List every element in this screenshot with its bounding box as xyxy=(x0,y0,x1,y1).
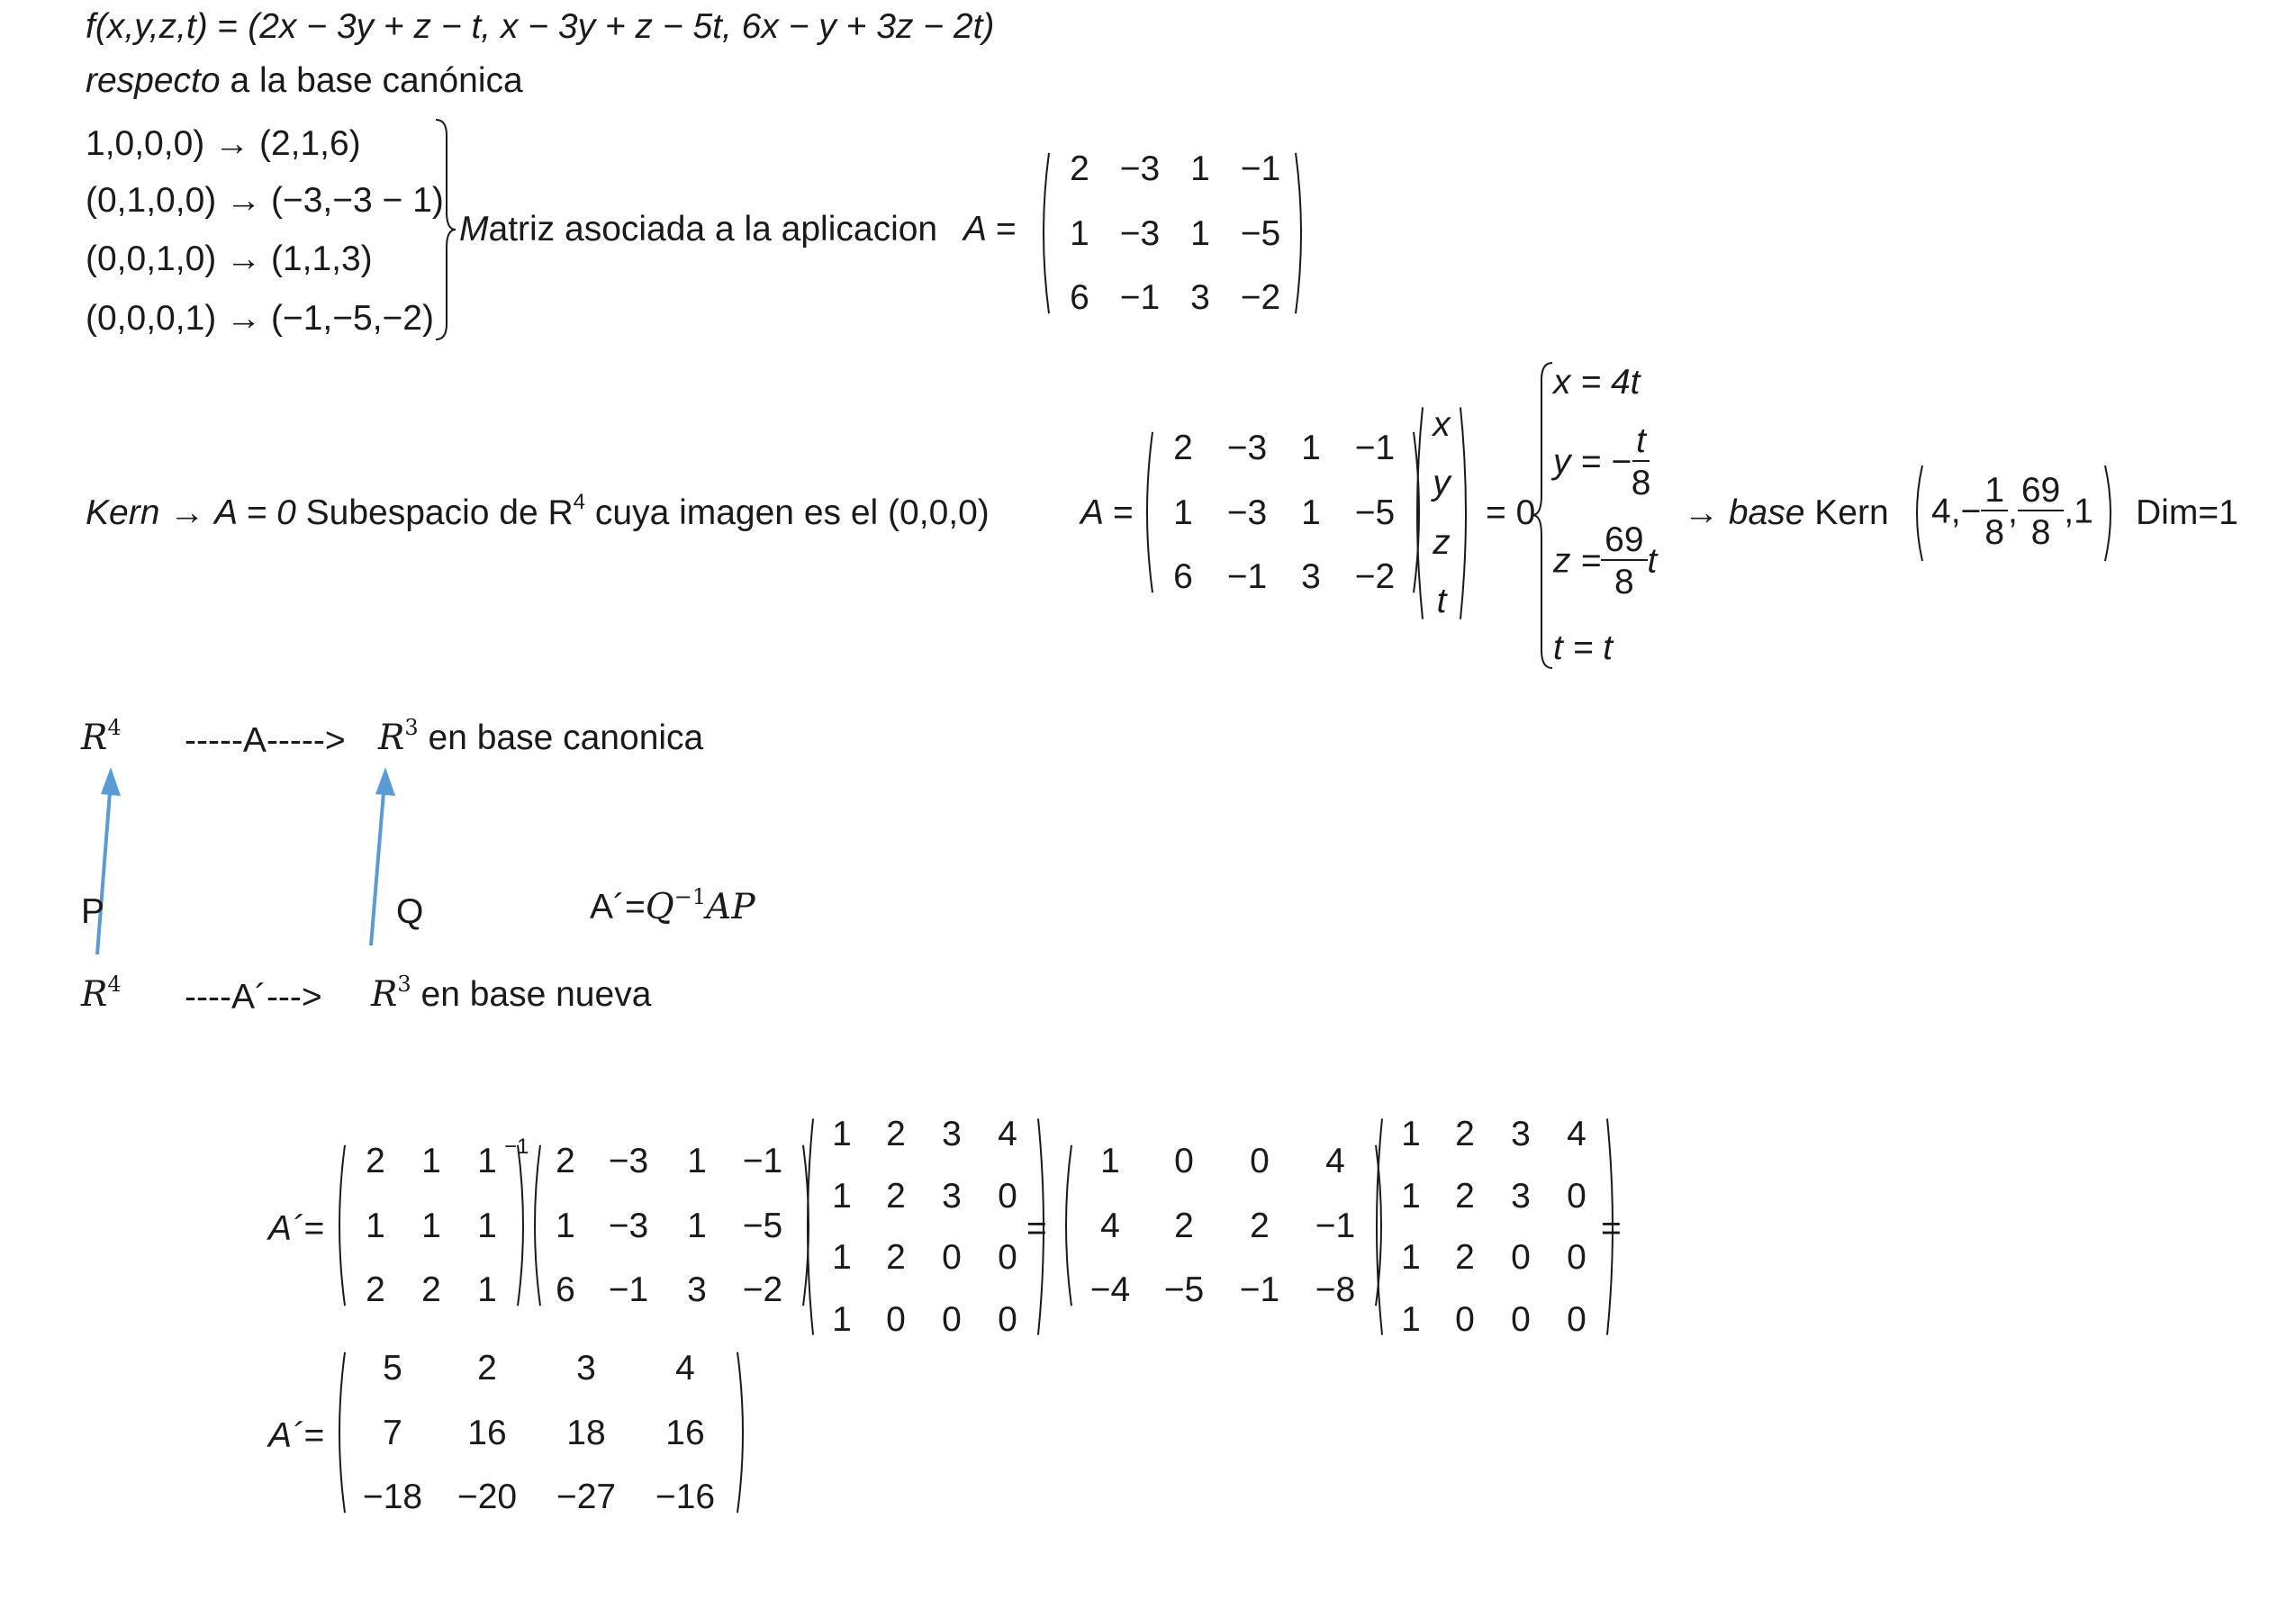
matrix-cell: 1 xyxy=(1301,429,1321,467)
matrix-cell: 1 xyxy=(477,1142,497,1180)
function-eq: = xyxy=(217,7,239,46)
r4-top: R xyxy=(81,718,108,758)
diagram-map-top: -----A-----> xyxy=(185,721,346,760)
matrix-cell: −1 xyxy=(1354,429,1396,467)
left-paren-icon xyxy=(527,1144,543,1307)
matrix-cell: 0 xyxy=(942,1299,962,1339)
matrix-p-cells xyxy=(816,1116,1035,1337)
mapping-from: 1,0,0,0) xyxy=(86,124,205,163)
left-paren-icon xyxy=(1909,464,1925,563)
matrix-cell: −1 xyxy=(742,1142,783,1180)
matrix-cell: 6 xyxy=(1070,278,1089,317)
basis-comma: , xyxy=(2008,492,2018,531)
left-brace-icon xyxy=(1531,360,1554,671)
matrix-cell: −3 xyxy=(1119,213,1161,253)
matrix-cell: 1 xyxy=(1401,1299,1421,1339)
matrix-cell: 1 xyxy=(687,1206,707,1245)
matrix-cell: −3 xyxy=(608,1206,649,1245)
matrix-qinv-a xyxy=(1058,1144,1389,1307)
matrix-cell: −3 xyxy=(1226,493,1268,532)
formula-q: Q xyxy=(645,887,674,927)
system-z xyxy=(1553,522,1657,600)
arrow-icon: → xyxy=(214,124,250,163)
matrix-cell: 2 xyxy=(1173,429,1193,467)
matrix-cell: −1 xyxy=(1240,149,1281,188)
mapping-to: (−3,−3 − 1) xyxy=(270,181,444,220)
kern-matrix-symbol: A = xyxy=(1080,493,1134,532)
matrix-cell: 4 xyxy=(1325,1142,1345,1180)
matrix-cell: −5 xyxy=(1163,1270,1205,1309)
diagram-r3-top xyxy=(378,715,704,758)
product-eq: = xyxy=(1026,1209,1047,1248)
kern-matrix-cells xyxy=(1155,430,1411,594)
matrix-cell: −3 xyxy=(1119,149,1161,188)
matrix-cell: 3 xyxy=(1511,1176,1531,1216)
left-paren-icon xyxy=(1139,430,1155,594)
matrix-cell: 1 xyxy=(477,1206,497,1245)
kern-dimension: Dim=1 xyxy=(2136,493,2238,532)
diagram-formula xyxy=(590,884,755,927)
matrix-cell: 4 xyxy=(1100,1206,1120,1245)
matrix-cell: 1 xyxy=(1401,1238,1421,1278)
basis-line-italic: respecto xyxy=(86,61,221,100)
matrix-cell: −2 xyxy=(742,1270,783,1309)
matrix-cell: 0 xyxy=(1455,1299,1475,1339)
matrix-cell: −5 xyxy=(742,1206,783,1245)
matrix-cell: −16 xyxy=(655,1478,716,1516)
left-paren-icon xyxy=(331,1144,348,1307)
diagram-top-row xyxy=(81,715,122,758)
mapping-to: (2,1,6) xyxy=(258,124,361,163)
matrix-cell: 4 xyxy=(675,1349,695,1388)
left-paren-icon xyxy=(1058,1144,1074,1307)
matrix-cell: −1 xyxy=(1119,278,1161,317)
left-paren-icon xyxy=(1409,405,1425,621)
vector-cell: z xyxy=(1433,522,1451,562)
matrix-label-symbol: A = xyxy=(963,210,1017,249)
r4-top-sup: 4 xyxy=(107,715,122,740)
mapping-from: (0,0,1,0) xyxy=(86,240,217,278)
basis-line-rest: a la base canónica xyxy=(230,61,523,100)
matrix-p-2 xyxy=(1369,1116,1621,1337)
matrix-cell: 2 xyxy=(1250,1206,1270,1245)
right-paren-icon xyxy=(2102,464,2119,563)
fraction-den: 8 xyxy=(1631,464,1651,502)
matrix-cell: 0 xyxy=(942,1238,962,1278)
r3-top: R xyxy=(378,718,405,758)
matrix-cell: −3 xyxy=(1226,429,1268,467)
matrix-cell: 1 xyxy=(1100,1142,1120,1180)
arrow-icon: → xyxy=(226,299,262,338)
fraction xyxy=(1601,522,1647,600)
left-paren-icon xyxy=(331,1351,348,1514)
matrix-cell: 0 xyxy=(1567,1238,1586,1278)
vector-cell: x xyxy=(1433,405,1451,444)
matrix-cell: 1 xyxy=(832,1176,852,1216)
matrix-cell: 18 xyxy=(566,1413,606,1452)
matrix-cell: 16 xyxy=(467,1413,507,1452)
function-definition xyxy=(86,9,994,44)
mapping-row-1 xyxy=(86,126,361,161)
diagram-map-bottom: ----A´---> xyxy=(185,978,322,1017)
fraction-num: t xyxy=(1632,423,1650,462)
mapping-to: (−1,−5,−2) xyxy=(270,299,434,338)
mapping-to: (1,1,3) xyxy=(270,240,373,278)
matrix-a xyxy=(1035,151,1309,315)
matrix-cell: 1 xyxy=(687,1142,707,1180)
fraction-num: 1 xyxy=(1981,473,2008,511)
matrix-cell: −1 xyxy=(1239,1270,1280,1309)
matrix-cell: 3 xyxy=(687,1270,707,1309)
matrix-cell: 1 xyxy=(556,1206,575,1245)
matrix-cell: 1 xyxy=(832,1238,852,1278)
right-brace-icon xyxy=(432,117,457,342)
left-paren-icon xyxy=(800,1116,816,1337)
kern-line xyxy=(86,490,990,532)
diagram-r3-bottom xyxy=(371,972,652,1015)
mapping-from: (0,0,0,1) xyxy=(86,299,217,338)
right-paren-icon xyxy=(1458,405,1474,621)
matrix-cell: 3 xyxy=(1511,1115,1531,1153)
matrix-cell: 2 xyxy=(477,1349,497,1388)
matrix-cell: 2 xyxy=(886,1238,906,1278)
mapping-row-3 xyxy=(86,241,373,276)
r4-bottom-sup: 4 xyxy=(107,972,122,997)
matrix-cell: 2 xyxy=(1070,149,1089,188)
top-text: en base canonica xyxy=(428,719,704,757)
matrix-cell: −4 xyxy=(1089,1270,1131,1309)
matrix-cell: 1 xyxy=(1401,1115,1421,1153)
matrix-cell: 1 xyxy=(477,1270,497,1309)
matrix-qinv-a-cells xyxy=(1074,1144,1373,1307)
kern-basis-vector xyxy=(1931,473,2093,550)
matrix-cell: 2 xyxy=(1174,1206,1194,1245)
matrix-cell: 4 xyxy=(998,1115,1017,1153)
matrix-cell: 1 xyxy=(1301,493,1321,532)
result-matrix xyxy=(331,1351,751,1514)
matrix-cell: 0 xyxy=(998,1299,1017,1339)
function-rhs: (2x − 3y + z − t, x − 3y + z − 5t, 6x − y + 3z − 2t) xyxy=(248,7,995,46)
matrix-cell: 1 xyxy=(1401,1176,1421,1216)
matrix-cell: 1 xyxy=(1190,213,1210,253)
matrix-cell: −20 xyxy=(456,1478,518,1516)
matrix-cell: −8 xyxy=(1315,1270,1356,1309)
matrix-cell: 3 xyxy=(942,1176,962,1216)
matrix-cell: 0 xyxy=(1567,1299,1586,1339)
result-label: A´= xyxy=(268,1416,324,1455)
fraction-den: 8 xyxy=(2030,513,2051,552)
matrix-cell: 6 xyxy=(1173,557,1193,596)
diagram-p: P xyxy=(81,892,105,931)
kern-vector-cells xyxy=(1425,405,1458,621)
matrix-cell: 0 xyxy=(1511,1238,1531,1278)
system-x: x = 4t xyxy=(1553,363,1641,402)
matrix-cell: 0 xyxy=(1511,1299,1531,1339)
diagram-q: Q xyxy=(396,892,424,931)
matrix-cell: −1 xyxy=(1226,557,1268,596)
matrix-cell: −18 xyxy=(362,1478,423,1516)
matrix-cell: 16 xyxy=(665,1413,705,1452)
matrix-cell: 2 xyxy=(556,1142,575,1180)
mapping-row-2 xyxy=(86,183,444,218)
bottom-text: en base nueva xyxy=(420,975,652,1014)
fraction-num: 69 xyxy=(2018,473,2064,511)
matrix-a-cells xyxy=(1052,151,1293,315)
matrix-cell: 2 xyxy=(1455,1176,1475,1216)
fraction xyxy=(1632,423,1651,501)
matrix-cell: 3 xyxy=(942,1115,962,1153)
mapping-from: (0,1,0,0) xyxy=(86,181,217,220)
arrow-icon: → xyxy=(226,240,262,278)
kern-result xyxy=(1684,495,1889,530)
matrix-label xyxy=(459,212,1016,247)
matrix-cell: 2 xyxy=(886,1115,906,1153)
kern-desc-sup: 4 xyxy=(573,490,586,514)
result-matrix-cells xyxy=(348,1351,735,1514)
matrix-q-exponent: −1 xyxy=(504,1134,529,1159)
matrix-cell: 3 xyxy=(1190,278,1210,317)
function-lhs: f(x,y,z,t) xyxy=(86,7,208,46)
left-paren-icon xyxy=(1369,1116,1385,1337)
kern-eq-zero: = 0 xyxy=(1486,493,1536,532)
matrix-p-2-cells xyxy=(1385,1116,1604,1337)
system-y-lhs: y = − xyxy=(1553,442,1632,482)
matrix-cell: −3 xyxy=(608,1142,649,1180)
matrix-cell: 2 xyxy=(366,1270,385,1309)
matrix-q-cells xyxy=(348,1144,515,1307)
matrix-cell: 0 xyxy=(1174,1142,1194,1180)
matrix-cell: 1 xyxy=(1190,149,1210,188)
matrix-cell: 1 xyxy=(1173,493,1193,532)
matrix-cell: 6 xyxy=(556,1270,575,1309)
diagram-bottom-row xyxy=(81,972,122,1015)
matrix-cell: 5 xyxy=(383,1349,402,1388)
basis-open: 4,− xyxy=(1931,492,1982,531)
kern-desc-b: cuya imagen es el (0,0,0) xyxy=(594,493,990,532)
matrix-cell: 1 xyxy=(366,1206,385,1245)
arrow-icon: → xyxy=(169,493,205,532)
matrix-label-prefix: M xyxy=(459,210,489,249)
matrix-cell: −5 xyxy=(1354,493,1396,532)
matrix-cell: −27 xyxy=(556,1478,617,1516)
arrow-up-icon xyxy=(72,756,144,963)
r3-bottom-sup: 3 xyxy=(397,972,411,997)
matrix-q xyxy=(331,1144,531,1307)
right-paren-icon xyxy=(735,1351,751,1514)
kern-word: Kern xyxy=(86,493,160,532)
arrow-icon: → xyxy=(1684,493,1719,532)
matrix-cell: 7 xyxy=(383,1413,402,1452)
left-paren-icon xyxy=(1035,151,1052,315)
matrix-a-product-cells xyxy=(543,1144,800,1307)
kern-word-2: Kern xyxy=(1814,493,1889,532)
matrix-cell: 2 xyxy=(1455,1238,1475,1278)
matrix-cell: 0 xyxy=(998,1238,1017,1278)
system-z-lhs: z = xyxy=(1553,541,1602,581)
matrix-cell: 3 xyxy=(1301,557,1321,596)
base-word: base xyxy=(1728,493,1805,532)
formula-inv: −1 xyxy=(673,884,707,909)
formula-ap: AP xyxy=(706,887,755,927)
r3-top-sup: 3 xyxy=(404,715,419,740)
mapping-row-4 xyxy=(86,301,434,336)
matrix-cell: 2 xyxy=(1455,1115,1475,1153)
matrix-cell: −1 xyxy=(608,1270,649,1309)
matrix-cell: 1 xyxy=(421,1206,441,1245)
system-z-var: t xyxy=(1647,541,1658,581)
matrix-cell: −2 xyxy=(1354,557,1396,596)
matrix-cell: 2 xyxy=(886,1176,906,1216)
product-label: A´= xyxy=(268,1209,324,1248)
formula-prefix: A´= xyxy=(590,888,646,927)
matrix-cell: 0 xyxy=(886,1299,906,1339)
fraction xyxy=(2018,473,2064,550)
matrix-cell: −5 xyxy=(1240,213,1281,253)
vector-cell: t xyxy=(1436,581,1447,620)
fraction xyxy=(1981,473,2008,550)
arrow-icon: → xyxy=(226,181,262,220)
matrix-cell: 1 xyxy=(832,1115,852,1153)
fraction-num: 69 xyxy=(1601,522,1647,561)
matrix-cell: −1 xyxy=(1315,1206,1356,1245)
matrix-p xyxy=(800,1116,1052,1337)
system-y xyxy=(1553,423,1650,501)
basis-close: ,1 xyxy=(2064,492,2093,531)
kern-desc-a: Subespacio de R xyxy=(305,493,574,532)
matrix-cell: 2 xyxy=(366,1142,385,1180)
fraction-den: 8 xyxy=(1614,563,1634,601)
kern-matrix-a xyxy=(1139,430,1427,594)
matrix-cell: 0 xyxy=(998,1176,1017,1216)
matrix-cell: 1 xyxy=(832,1299,852,1339)
product-eq-end: = xyxy=(1601,1209,1622,1248)
matrix-cell: 1 xyxy=(421,1142,441,1180)
r4-bottom: R xyxy=(81,974,108,1015)
fraction-den: 8 xyxy=(1984,513,2005,552)
matrix-cell: 1 xyxy=(1070,213,1089,253)
matrix-cell: 3 xyxy=(576,1349,596,1388)
matrix-cell: 2 xyxy=(421,1270,441,1309)
basis-line xyxy=(86,63,523,98)
matrix-cell: 0 xyxy=(1567,1176,1586,1216)
matrix-cell: −2 xyxy=(1240,278,1281,317)
kern-vector xyxy=(1409,405,1474,621)
right-paren-icon xyxy=(1293,151,1309,315)
vector-cell: y xyxy=(1433,464,1451,503)
matrix-a-product xyxy=(527,1144,817,1307)
kern-eq: A = 0 xyxy=(214,493,296,532)
matrix-cell: 0 xyxy=(1250,1142,1270,1180)
matrix-label-text: atriz asociada a la aplicacion xyxy=(488,210,938,249)
matrix-cell: 4 xyxy=(1567,1115,1586,1153)
system-t: t = t xyxy=(1553,628,1614,667)
r3-bottom: R xyxy=(371,974,398,1015)
